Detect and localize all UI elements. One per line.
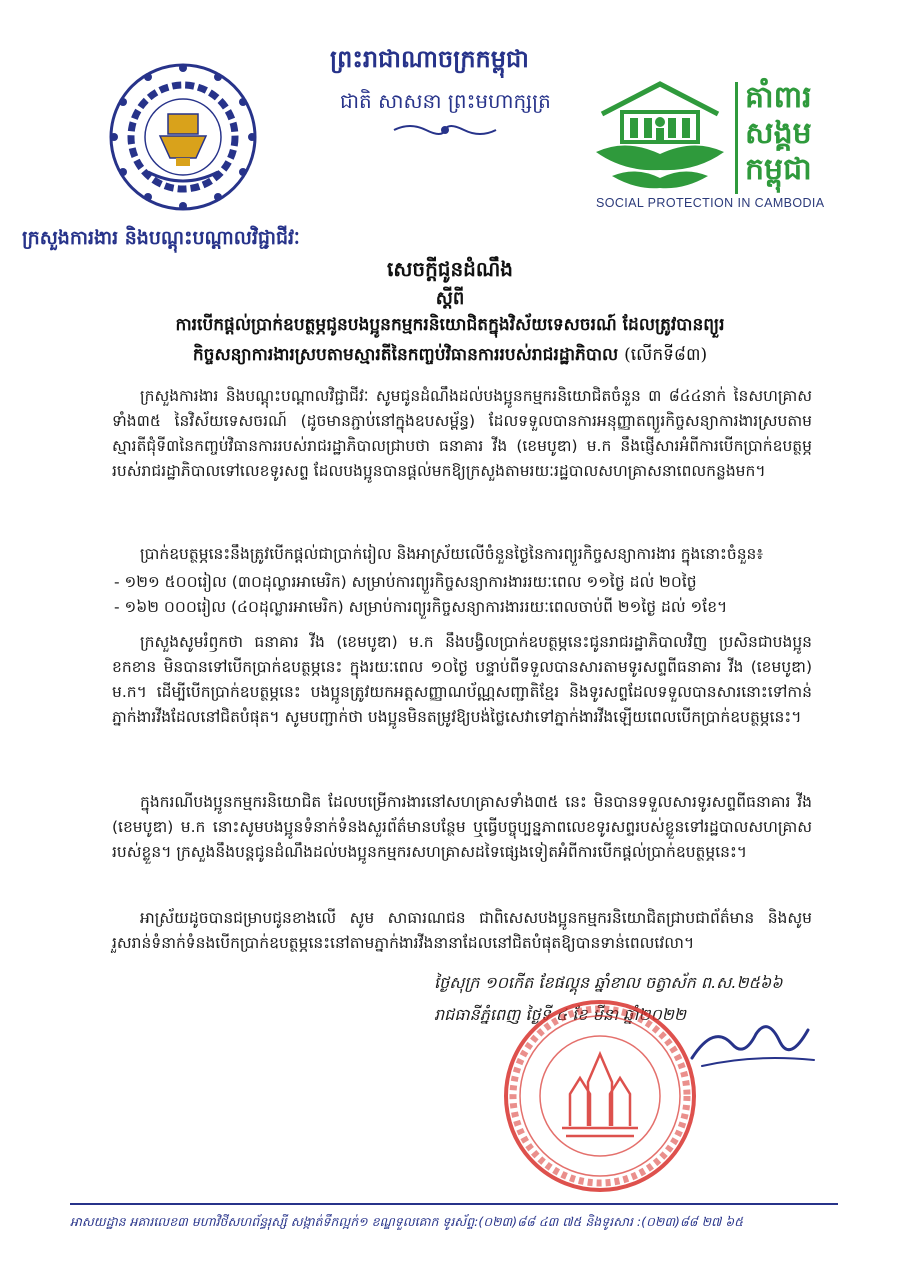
ministry-logo	[108, 62, 258, 212]
notice-round: (លើកទី៨៣)	[624, 345, 708, 365]
sp-khmer-line-2: សង្គម	[745, 116, 812, 151]
notice-subject-line-1: ការបើកផ្តល់ប្រាក់ឧបត្ថម្ភជូនបងប្អូនកម្មករនិយោជិតក្នុងវិស័យទេសចរណ៍ ដែលត្រូវបានព្យួរ	[175, 315, 725, 335]
sp-english-wordmark: SOCIAL PROTECTION IN CAMBODIA	[596, 196, 825, 210]
lunar-date: ថ្ងៃសុក្រ ១០កើត ខែផល្គុន ឆ្នាំខាល ចត្វាស័ក ព.ស.២៥៦៦	[434, 973, 783, 992]
paragraph-closing: អាស្រ័យដូចបានជម្រាបជូនខាងលើ សូម សាធារណជន ជាពិសេសបងប្អូនកម្មករនិយោជិតជ្រាបជាព័ត៌មាន និងសូមរួសរាន់ទំនាក់ទំនងបើកប្រាក់ឧបត្ថម្ភនេះនៅតាមភ្នាក់ងារវីងនានាដែលនៅជិតបំផុតឱ្យបានទាន់ពេលវេលា។	[112, 909, 812, 952]
ornament-divider-icon	[390, 122, 500, 138]
paragraph-amounts-intro: ប្រាក់ឧបត្ថម្ភនេះនឹងត្រូវបើកផ្តល់ជាប្រាក់រៀល និងអាស្រ័យលើចំនួនថ្ងៃនៃការព្យួរកិច្ចសន្យាការងារ ក្នុងនោះចំនួន៖	[140, 545, 764, 563]
sp-khmer-line-3: កម្ពុជា	[745, 152, 812, 187]
footer-address: អាសយដ្ឋាន អគារលេខ៣ មហាវិថីសហព័ន្ធរុស្សី សង្កាត់ទឹកល្អក់១ ខណ្ឌទួលគោក ទូរស័ព្ទ:(០២៣)៨៨ ៤៣ ៧៥ និងទូរសារ :(០២៣)៨៨ ២៧ ៦៥	[70, 1214, 743, 1229]
footer-rule	[70, 1203, 838, 1205]
sp-logo-divider	[735, 82, 738, 194]
notice-title: សេចក្តីជូនដំណឹង	[387, 257, 513, 281]
paragraph-announcement: ក្រសួងការងារ និងបណ្តុះបណ្តាលវិជ្ជាជីវៈ សូមជូនដំណឹងដល់បងប្អូនកម្មករនិយោជិតចំនួន ៣ ៨៤៤នាក់ នៃសហគ្រាសទាំង៣៥ នៃវិស័យទេសចរណ៍ (ដូចមានភ្ជាប់នៅក្នុងឧបសម្ព័ន្ធ) ដែលទទួលបានការអនុញ្ញាតព្យួរកិច្ចសន្យាការងារស្របតាមស្មារតីជុំទី៣នៃកញ្ចប់វិធានការរបស់រាជរដ្ឋាភិបាលជ្រាបថា ធនាគារ វីង (ខេមបូឌា) ម.ក នឹងផ្ញើសារអំពីការបើកប្រាក់ឧបត្ថម្ភរបស់រាជរដ្ឋាភិបាលទៅលេខទូរសព្ទ ដែលបងប្អូនបានផ្តល់មកឱ្យក្រសួងតាមរយៈរដ្ឋបាលសហគ្រាសនាពេលកន្លងមក។	[112, 387, 812, 480]
signature-icon	[684, 1008, 824, 1078]
paragraph-reminder: ក្រសួងសូមរំឭកថា ធនាគារ វីង (ខេមបូឌា) ម.ក នឹងបង្វិលប្រាក់ឧបត្ថម្ភនេះជូនរាជរដ្ឋាភិបាលវិញ ប្រសិនជាបងប្អូនខកខាន មិនបានទៅបើកប្រាក់ឧបត្ថម្ភនេះ ក្នុងរយៈពេល ១០ថ្ងៃ បន្ទាប់ពីទទួលបានសារតាមទូរសព្ទពីធនាគារ វីង (ខេមបូឌា) ម.ក។ ដើម្បីបើកប្រាក់ឧបត្ថម្ភនេះ បងប្អូនត្រូវយកអត្តសញ្ញាណប័ណ្ណសញ្ជាតិខ្មែរ និងទូរសព្ទដែលទទួលបានសារនោះទៅកាន់ភ្នាក់ងារវីងដែលនៅជិតបំផុត។ សូមបញ្ជាក់ថា បងប្អូនមិនតម្រូវឱ្យបង់ថ្លៃសេវាទៅភ្នាក់ងារវីងឡើយពេលបើកប្រាក់ឧបត្ថម្ភនេះ។	[112, 633, 812, 726]
kingdom-heading: ព្រះរាជាណាចក្រកម្ពុជា	[330, 44, 529, 73]
national-motto: ជាតិ សាសនា ព្រះមហាក្សត្រ	[340, 89, 551, 113]
social-protection-logo	[592, 78, 728, 196]
solar-date: រាជធានីភ្នំពេញ ថ្ងៃទី ៤ ខែ មីនា ឆ្នាំ២០២២	[434, 1005, 686, 1024]
amount-item-2: - ១៦២ ០០០រៀល (៤០ដុល្លារអាមេរិក) សម្រាប់ការព្យួរកិច្ចសន្យាការងាររយៈពេលចាប់ពី ២១ថ្ងៃ ដល់ ១ខែ។	[114, 598, 728, 616]
sp-khmer-wordmark	[745, 80, 855, 188]
official-seal-icon	[500, 996, 700, 1196]
notice-subject-text: កិច្ចសន្យាការងារស្របតាមស្មារតីនៃកញ្ចប់វិធានការរបស់រាជរដ្ឋាភិបាល	[192, 345, 619, 365]
notice-subject-line-2	[0, 344, 900, 369]
ministry-name: ក្រសួងការងារ និងបណ្តុះបណ្តាលវិជ្ជាជីវៈ	[22, 227, 300, 249]
amount-list	[114, 570, 812, 620]
sp-khmer-line-1: គាំពារ	[745, 80, 812, 115]
amount-item-1: - ១២១ ៥០០រៀល (៣០ដុល្លារអាមេរិក) សម្រាប់ការព្យួរកិច្ចសន្យាការងាររយៈពេល ១១ថ្ងៃ ដល់ ២០ថ្ងៃ	[114, 573, 697, 591]
notice-regarding: ស្តីពី	[435, 288, 465, 309]
paragraph-no-sms: ក្នុងករណីបងប្អូនកម្មករនិយោជិត ដែលបម្រើការងារនៅសហគ្រាសទាំង៣៥ នេះ មិនបានទទួលសារទូរសព្ទពីធនាគារ វីង (ខេមបូឌា) ម.ក នោះសូមបងប្អូនទំនាក់ទំនងសួរព័ត៌មានបន្ថែម ឬធ្វើបច្ចុប្បន្នភាពលេខទូរសព្ទរបស់ខ្លួនទៅរដ្ឋបាលសហគ្រាសរបស់ខ្លួន។ ក្រសួងនឹងបន្តជូនដំណឹងដល់បងប្អូនកម្មករសហគ្រាសដទៃផ្សេងទៀតអំពីការបើកផ្តល់ប្រាក់ឧបត្ថម្ភនេះ។	[112, 793, 812, 861]
